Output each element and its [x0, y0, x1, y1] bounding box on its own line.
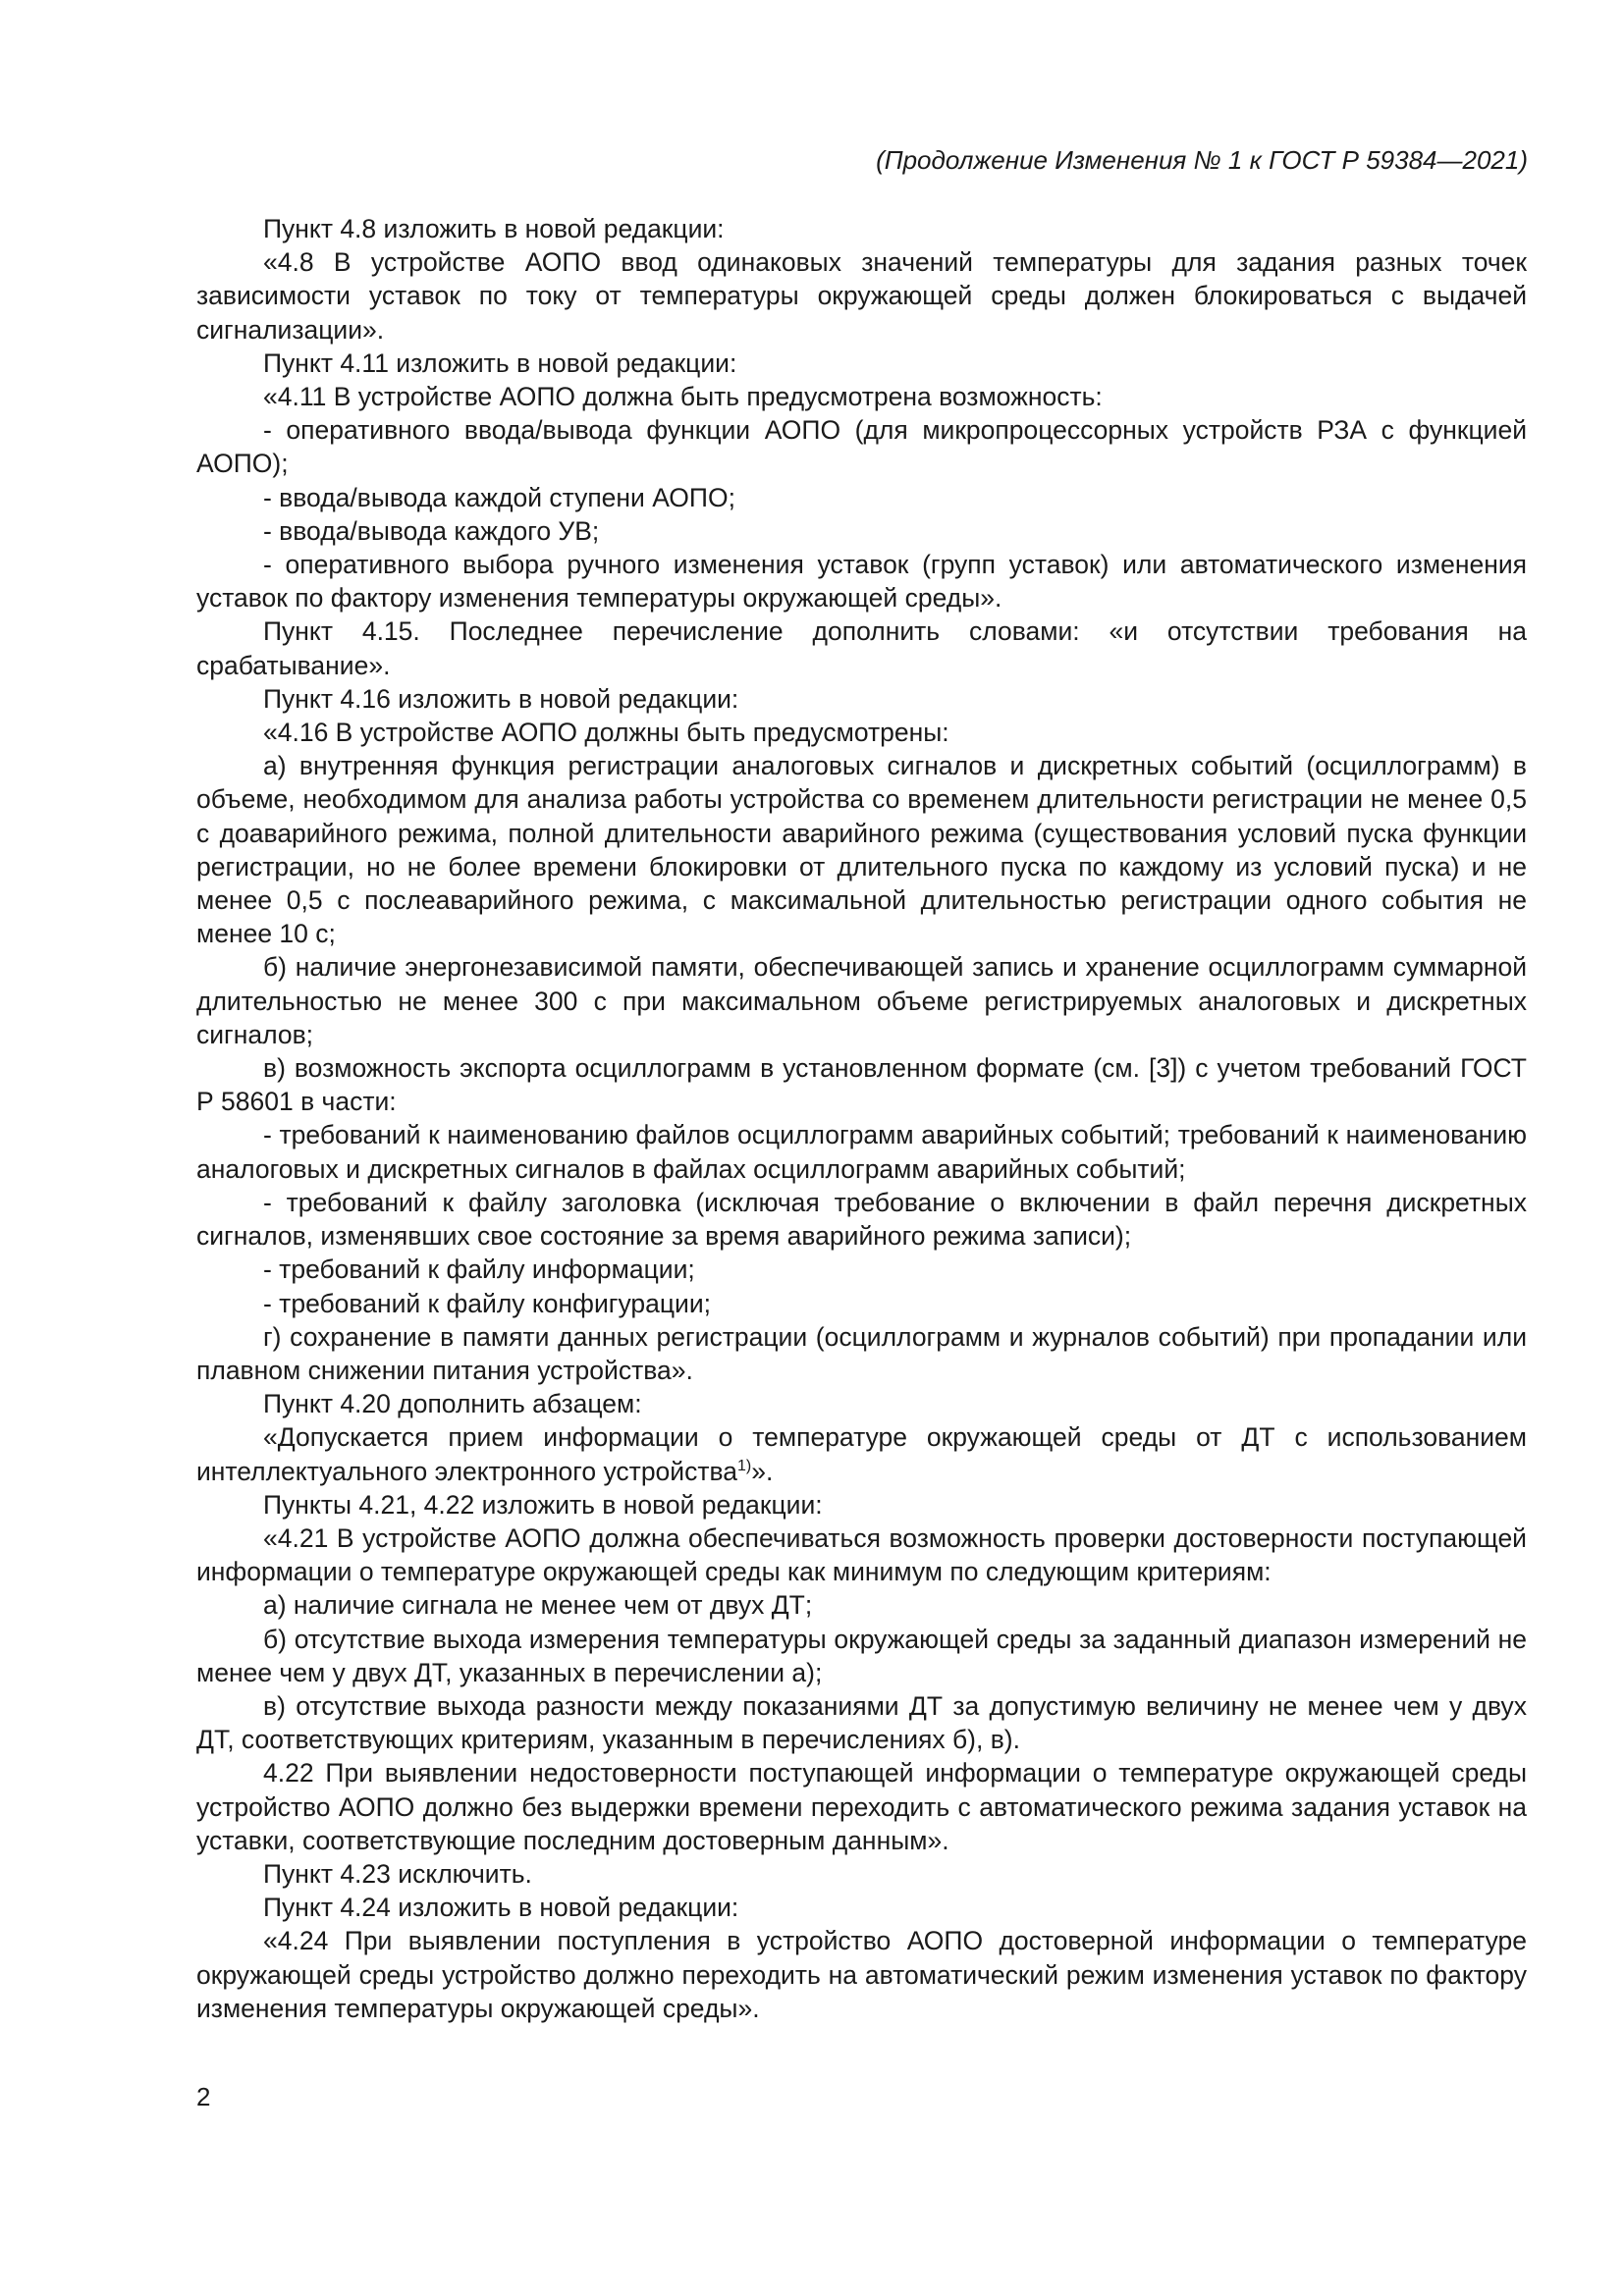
- paragraph-30: «4.24 При выявлении поступления в устройство АОПО достоверной информации о температуре окружающей среды устройство должно переходить на автоматический режим изменения уставок по фактору изменения температуры окружающей среды».: [196, 1926, 1527, 2023]
- paragraph-19: г) сохранение в памяти данных регистрации (осциллограмм и журналов событий) при пропадании или плавном снижении питания устройства».: [196, 1321, 1527, 1385]
- paragraph-22: Пункты 4.21, 4.22 изложить в новой редакции:: [263, 1489, 823, 1520]
- paragraph-29: Пункт 4.24 изложить в новой редакции:: [263, 1893, 739, 1923]
- page-header-continuation: (Продолжение Изменения № 1 к ГОСТ Р 59384—2021): [876, 145, 1528, 175]
- paragraph-17: - требований к файлу информации;: [263, 1255, 695, 1285]
- paragraph-21-suffix: ».: [751, 1456, 774, 1486]
- paragraph-9: Пункт 4.15. Последнее перечисление дополнить словами: «и отсутствии требования на срабатывание».: [196, 616, 1527, 680]
- paragraph-25: б) отсутствие выхода измерения температуры окружающей среды за заданный диапазон измерений не менее чем у двух ДТ, указанных в перечислении а);: [196, 1624, 1527, 1687]
- paragraph-13: б) наличие энергонезависимой памяти, обеспечивающей запись и хранение осциллограмм суммарной длительностью не менее 300 с при максимальном объеме регистрируемых аналоговых и дискретных сигналов;: [196, 952, 1527, 1049]
- paragraph-20: Пункт 4.20 дополнить абзацем:: [263, 1389, 642, 1419]
- paragraph-16: - требований к файлу заголовка (исключая требование о включении в файл перечня дискретных сигналов, изменявших свое состояние за время аварийного режима записи);: [196, 1187, 1527, 1252]
- footnote-marker: 1): [737, 1457, 752, 1474]
- paragraph-6: - ввода/вывода каждой ступени АОПО;: [263, 482, 735, 512]
- paragraph-21: [196, 1420, 1527, 1487]
- paragraph-3: Пункт 4.11 изложить в новой редакции:: [263, 347, 737, 378]
- paragraph-8: - оперативного выбора ручного изменения уставок (групп уставок) или автоматического изменения уставок по фактору изменения температуры окружающей среды».: [196, 550, 1527, 614]
- paragraph-18: - требований к файлу конфигурации;: [263, 1288, 712, 1318]
- paragraph-24: а) наличие сигнала не менее чем от двух ДТ;: [263, 1590, 813, 1621]
- document-body: [196, 212, 1527, 2025]
- paragraph-26: в) отсутствие выхода разности между показаниями ДТ за допустимую величину не менее чем у двух ДТ, соответствующих критериям, указанным в перечислениях б), в).: [196, 1690, 1527, 1755]
- paragraph-5: - оперативного ввода/вывода функции АОПО (для микропроцессорных устройств РЗА с функцией АОПО);: [196, 415, 1527, 479]
- paragraph-21-text: «Допускается прием информации о температуре окружающей среды от ДТ с использованием интеллектуального электронного устройства: [196, 1422, 1527, 1486]
- paragraph-12: а) внутренняя функция регистрации аналоговых сигналов и дискретных событий (осциллограмм) в объеме, необходимом для анализа работы устройства со временем длительности регистрации не менее 0,5 с доаварийного режима, полной длительности аварийного режима (существования условий пуска функции регистрации, но не более времени блокировки от длительного пуска по каждому из условий пуска) и не менее 0,5 с послеаварийного режима, с максимальной длительностью регистрации одного события не менее 10 с;: [196, 751, 1527, 949]
- paragraph-27: 4.22 При выявлении недостоверности поступающей информации о температуре окружающей среды устройство АОПО должно без выдержки времени переходить с автоматического режима задания уставок на уставки, соответствующие последним достоверным данным».: [196, 1758, 1527, 1855]
- paragraph-4: «4.11 В устройстве АОПО должна быть предусмотрена возможность:: [263, 382, 1103, 412]
- paragraph-11: «4.16 В устройстве АОПО должны быть предусмотрены:: [263, 718, 949, 748]
- paragraph-2: «4.8 В устройстве АОПО ввод одинаковых значений температуры для задания разных точек зависимости уставок по току от температуры окружающей среды должен блокироваться с выдачей сигнализации».: [196, 247, 1527, 345]
- paragraph-10: Пункт 4.16 изложить в новой редакции:: [263, 683, 739, 714]
- paragraph-15: - требований к наименованию файлов осциллограмм аварийных событий; требований к наименованию аналоговых и дискретных сигналов в файлах осциллограмм аварийных событий;: [196, 1120, 1527, 1184]
- paragraph-14: в) возможность экспорта осциллограмм в установленном формате (см. [3]) с учетом требований ГОСТ Р 58601 в части:: [196, 1053, 1527, 1117]
- page-number: 2: [196, 2082, 211, 2111]
- paragraph-23: «4.21 В устройстве АОПО должна обеспечиваться возможность проверки достоверности поступающей информации о температуре окружающей среды как минимум по следующим критериям:: [196, 1522, 1527, 1587]
- paragraph-28: Пункт 4.23 исключить.: [263, 1858, 532, 1889]
- paragraph-7: - ввода/вывода каждого УВ;: [263, 515, 600, 546]
- paragraph-1: Пункт 4.8 изложить в новой редакции:: [263, 214, 725, 243]
